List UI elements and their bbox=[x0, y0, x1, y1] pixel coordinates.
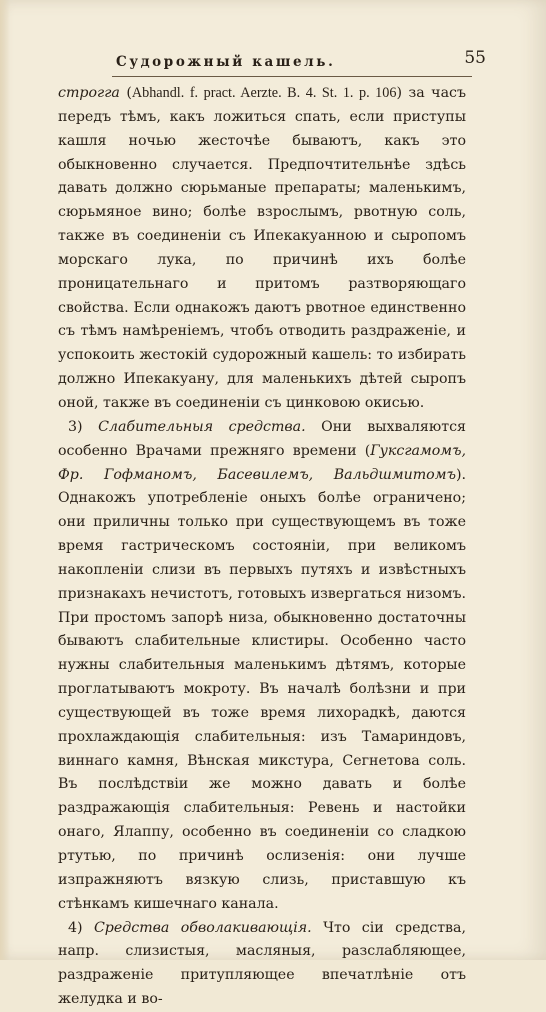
author-name: строгга bbox=[58, 85, 120, 101]
text-run: ) за часъ передъ тѣмъ, какъ ложиться спать, если приступы кашля ночью жесточѣе бываютъ, какъ это обыкновенно случается. Предпочтительнѣе здѣсь давать должно сюрьманые препараты; маленькимъ, сюрьмяное вино; болѣе взрослымъ, рвотную соль, также въ соединеніи съ Ипекакуанною и сыропомъ морскаго лука, по причинѣ ихъ болѣе проницательнаго и притомъ разтворяющаго свойства. Если однакожъ даютъ рвотное единственно съ тѣмъ намѣреніемъ, чтобъ отводить раздраженіе, и успокоить жестокій судорожный кашель: то избирать должно Ипекакуану, для маленькихъ дѣтей сыропъ оной, также въ соединеніи съ цинковою окисью. bbox=[58, 85, 466, 411]
list-number: 4) bbox=[68, 919, 94, 936]
text-run: ). Однакожъ употребленіе оныхъ болѣе ограничено; они приличны только при существующемъ въ тоже время гастрическомъ состояніи, при великомъ накопленіи слизи въ первыхъ путяхъ и извѣстныхъ признакахъ нечистотъ, готовыхъ извергаться низомъ. При простомъ запорѣ низа, обыкновенно достаточны бываютъ слабительные клистиры. Особенно часто нужны слабительныя маленькимъ дѣтямъ, которые проглатываютъ мокроту. Въ началѣ болѣзни и при существующей въ тоже время лихорадкѣ, даются прохлаждающія слабительныя: изъ Тамариндовъ, виннаго камня, Вѣнская микстура, Сегнетова соль. Въ послѣдствіи же можно давать и болѣе раздражающія слабительныя: Ревень и настойки онаго, Ялаппу, особенно въ соединеніи со сладкою ртутью, по причинѣ ослизенія: они лучше изпражняютъ вязкую слизь, приставшую къ стѣнкамъ кишечнаго канала. bbox=[58, 466, 466, 912]
page-header bbox=[112, 48, 486, 77]
paragraph-1 bbox=[58, 82, 466, 416]
body-text bbox=[58, 82, 466, 1012]
text-run: Они выхваляются особенно Врачами прежняго времени ( bbox=[58, 418, 466, 459]
text-run: Что сіи средства, напр. слизистыя, масляныя, разслабляющее, раздраженіе притупляющее впечатлѣніе отъ желудка и во- bbox=[58, 919, 466, 1008]
page-number: 55 bbox=[464, 48, 486, 68]
author-names: Гуксгамомъ, Фр. Гофманомъ, Басевилемъ, Вальдшмитомъ bbox=[58, 442, 466, 483]
paragraph-3 bbox=[58, 917, 466, 1012]
page-gutter-shadow bbox=[0, 0, 10, 960]
list-number: 3) bbox=[68, 418, 99, 435]
citation: Abhandl. f. pract. Aerzte. B. 4. St. 1. p. 106 bbox=[131, 85, 397, 101]
text-run: ( bbox=[119, 85, 132, 101]
running-head: Судорожный кашель. bbox=[116, 54, 336, 70]
section-heading: Слабительныя средства. bbox=[98, 418, 306, 435]
paragraph-2 bbox=[58, 416, 466, 917]
section-heading: Средства обволакивающія. bbox=[93, 919, 312, 936]
